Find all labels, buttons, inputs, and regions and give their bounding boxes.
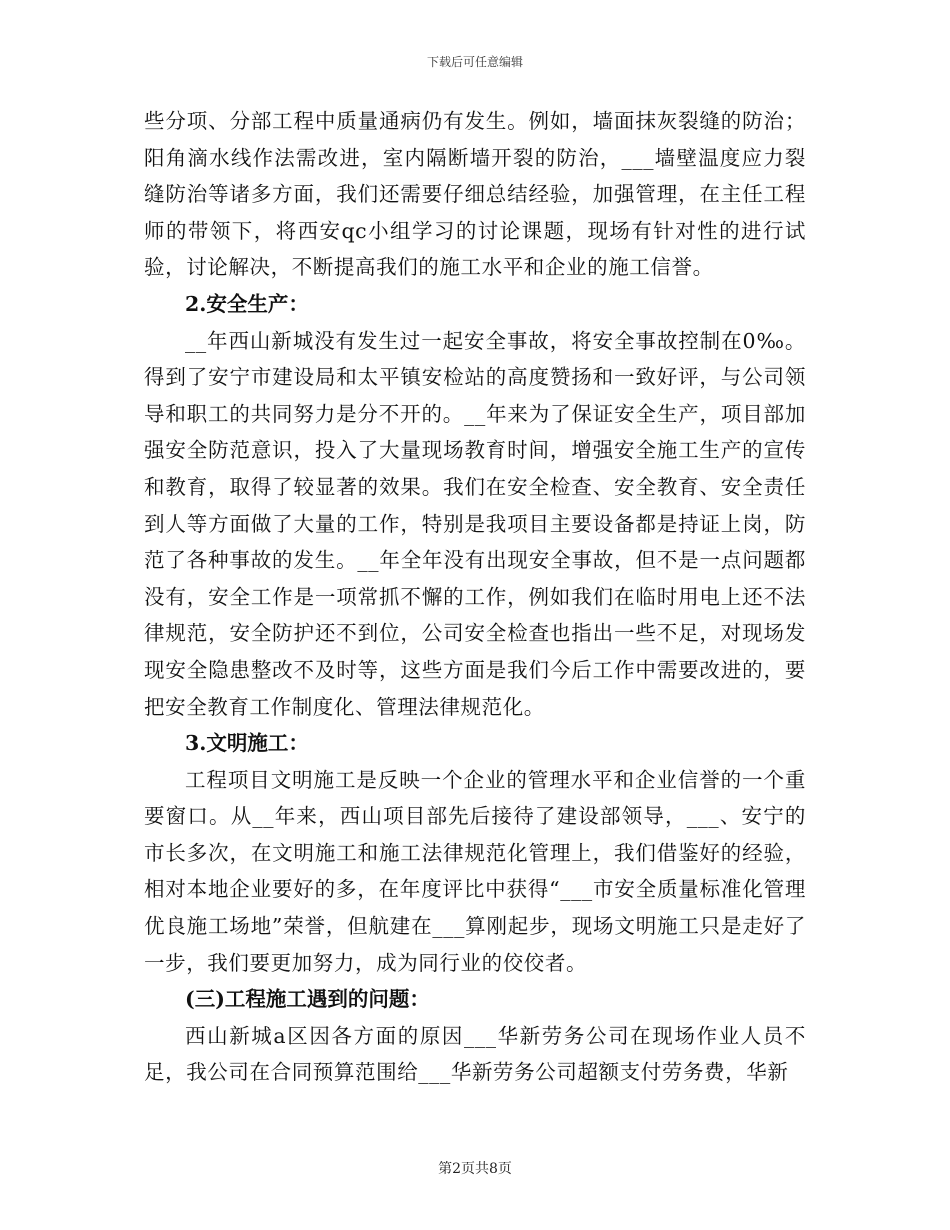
paragraph-quality-issues: 些分项、分部工程中质量通病仍有发生。例如，墙面抹灰裂缝的防治；阳角滴水线作法需改进，室内隔断墙开裂的防治，___墙壁温度应力裂缝防治等诸多方面，我们还需要仔细总结经验，加强管理，在主任工程师的带领下，将西安qc小组学习的讨论课题，现场有针对性的进行试验，讨论解决，不断提高我们的施工水平和企业的施工信誉。: [144, 109, 806, 280]
heading-civilized-construction: 3.文明施工：: [185, 731, 309, 756]
heading-construction-problems: (三)工程施工遇到的问题：: [185, 987, 430, 1012]
document-body: [144, 103, 806, 1091]
paragraph-safety-production: __年西山新城没有发生过一起安全事故，将安全事故控制在0‰。得到了安宁市建设局和太平镇安检站的高度赞扬和一致好评，与公司领导和职工的共同努力是分不开的。__年来为了保证安全生产，项目部加强安全防范意识，投入了大量现场教育时间，增强安全施工生产的宣传和教育，取得了较显著的效果。我们在安全检查、安全教育、安全责任到人等方面做了大量的工作，特别是我项目主要设备都是持证上岗，防范了各种事故的发生。__年全年没有出现安全事故，但不是一点问题都没有，安全工作是一项常抓不懈的工作，例如我们在临时用电上还不法律规范，安全防护还不到位，公司安全检查也指出一些不足，对现场发现安全隐患整改不及时等，这些方面是我们今后工作中需要改进的，要把安全教育工作制度化、管理法律规范化。: [144, 328, 806, 719]
heading-safety-production: 2.安全生产：: [185, 291, 309, 316]
page-header: 下载后可任意编辑: [426, 55, 523, 69]
paragraph-civilized-construction: 工程项目文明施工是反映一个企业的管理水平和企业信誉的一个重要窗口。从__年来，西山项目部先后接待了建设部领导，___、安宁的市长多次，在文明施工和施工法律规范化管理上，我们借鉴好的经验，相对本地企业要好的多，在年度评比中获得“___市安全质量标准化管理优良施工场地”荣誉，但航建在___算刚起步，现场文明施工只是走好了一步，我们要更加努力，成为同行业的佼佼者。: [144, 767, 806, 975]
page-footer-page-number: 第2页共8页: [438, 1161, 512, 1177]
paragraph-construction-problems: 西山新城a区因各方面的原因___华新劳务公司在现场作业人员不足，我公司在合同预算范围给___华新劳务公司超额支付劳务费，华新: [144, 1023, 806, 1085]
